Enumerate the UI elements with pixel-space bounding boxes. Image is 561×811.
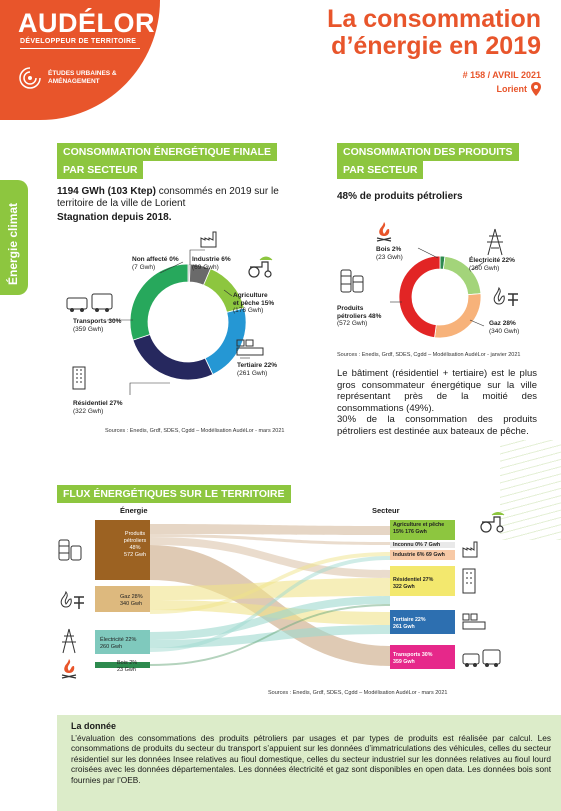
issue-number: # 158 / AVRIL 2021: [462, 70, 541, 80]
section2-title: CONSOMMATION DES PRODUITS: [337, 143, 519, 161]
gas-icon-flux: [58, 590, 86, 612]
node-residentiel: Résidentiel 27% 322 Gwh: [393, 577, 434, 590]
node-electricite: Électricité 22% 260 Gwh: [100, 637, 137, 650]
section2-source: Sources : Enedis, Grdf, SDES, Cgdd – Modélisation AudéLor - janvier 2021: [337, 352, 521, 358]
node-produits-petroliers: Produits pétroliers 48% 572 Gwh: [123, 531, 147, 558]
building-icon-flux: [462, 568, 476, 594]
section1-title-2: PAR SECTEUR: [57, 161, 143, 179]
node-agriculture: Agriculture et pêche 15% 176 Gwh: [393, 522, 445, 535]
col-secteur: Secteur: [372, 506, 400, 515]
node-transports: Transports 30% 359 Gwh: [393, 652, 433, 665]
node-gaz: Gaz 28% 340 Gwh: [120, 594, 143, 607]
section2-text: Le bâtiment (résidentiel + tertiaire) est le plus gros consommateur énergétique sur la ville représentant près de la moitié des consommations (49%). 30% de la consommation des produits pétroliers est destinée aux bateaux de pêche.: [337, 368, 537, 437]
data-note: [57, 715, 561, 811]
side-tab: Énergie climat: [0, 180, 28, 295]
factory-icon-flux: [462, 540, 478, 558]
section1-source: Sources : Enedis, Grdf, SDES, Cgdd – Modélisation AudéLor - mars 2021: [105, 428, 285, 434]
office-icon-flux: [462, 612, 486, 630]
label-transports: Transports 30% (359 Gwh): [73, 318, 122, 333]
section1-stagnation: Stagnation depuis 2018.: [57, 212, 172, 223]
fire-icon-flux: [60, 658, 78, 680]
section2-subtitle: 48% de produits pétroliers: [337, 191, 463, 202]
node-industrie: Industrie 6% 69 Gwh: [393, 552, 445, 558]
flux-title: FLUX ÉNERGÉTIQUES SUR LE TERRITOIRE: [57, 485, 291, 503]
page-title: La consommation d’énergie en 2019: [327, 5, 541, 60]
label-industrie: Industrie 6% (69 Gwh): [192, 256, 231, 271]
tractor-icon-flux: [478, 512, 506, 534]
city-label: Lorient: [496, 84, 527, 94]
label-bois: Bois 2% (23 Gwh): [376, 246, 403, 261]
note-title: La donnée: [71, 721, 117, 731]
label-gaz: Gaz 28% (340 Gwh): [489, 320, 520, 335]
section1-intro: 1194 GWh (103 Ktep) consommés en 2019 sur le territoire de la ville de Lorient: [57, 186, 279, 209]
node-inconnu: Inconnu 0% 7 Gwh: [393, 542, 441, 548]
pylon-icon-flux: [60, 628, 78, 654]
section2-title-2: PAR SECTEUR: [337, 161, 423, 179]
label-residentiel: Résidentiel 27% (322 Gwh): [73, 400, 123, 415]
node-tertiaire: Tertiaire 22% 261 Gwh: [393, 617, 426, 630]
etudes-label: ÉTUDES URBAINES & AMÉNAGEMENT: [48, 70, 117, 85]
section1-title: CONSOMMATION ÉNERGÉTIQUE FINALE: [57, 143, 277, 161]
note-body: L’évaluation des consommations des produits pétroliers par usages et par types de produits est réalisée par calcul. Les consommations de produits du secteur du transport s’appuient sur les données d’immatriculations des véhicules, celles du secteur résidentiel sur les données Insee relatives au fioul domestique, celles du secteur industriel sur les données relatives au fioul lourd croisées avec les données départementales. Les données électricité et gaz sont disponibles en open data. Les données bois sont fournies par l’OEB.: [71, 733, 551, 785]
transport-icon-flux: [462, 648, 502, 668]
label-electricite: Électricité 22% (260 Gwh): [469, 257, 515, 272]
label-tertiaire: Tertiaire 22% (261 Gwh): [237, 362, 277, 377]
oil-barrels-icon-flux: [58, 536, 82, 562]
flux-source: Sources : Enedis, Grdf, SDES, Cgdd – Modélisation AudéLor - mars 2021: [268, 690, 448, 696]
node-bois: Bois 2% 23 Gwh: [117, 660, 138, 673]
logo-subtitle: DÉVELOPPEUR DE TERRITOIRE: [20, 38, 137, 45]
label-agriculture: Agriculture et pêche 15% (176 Gwh): [233, 292, 275, 314]
col-energie: Énergie: [120, 506, 148, 515]
label-nonaffecte: Non affecté 0% (7 Gwh): [132, 256, 179, 271]
label-produits-petroliers: Produits pétroliers 48% (572 Gwh): [337, 305, 382, 327]
logo: AUDÉLOR: [18, 8, 155, 38]
